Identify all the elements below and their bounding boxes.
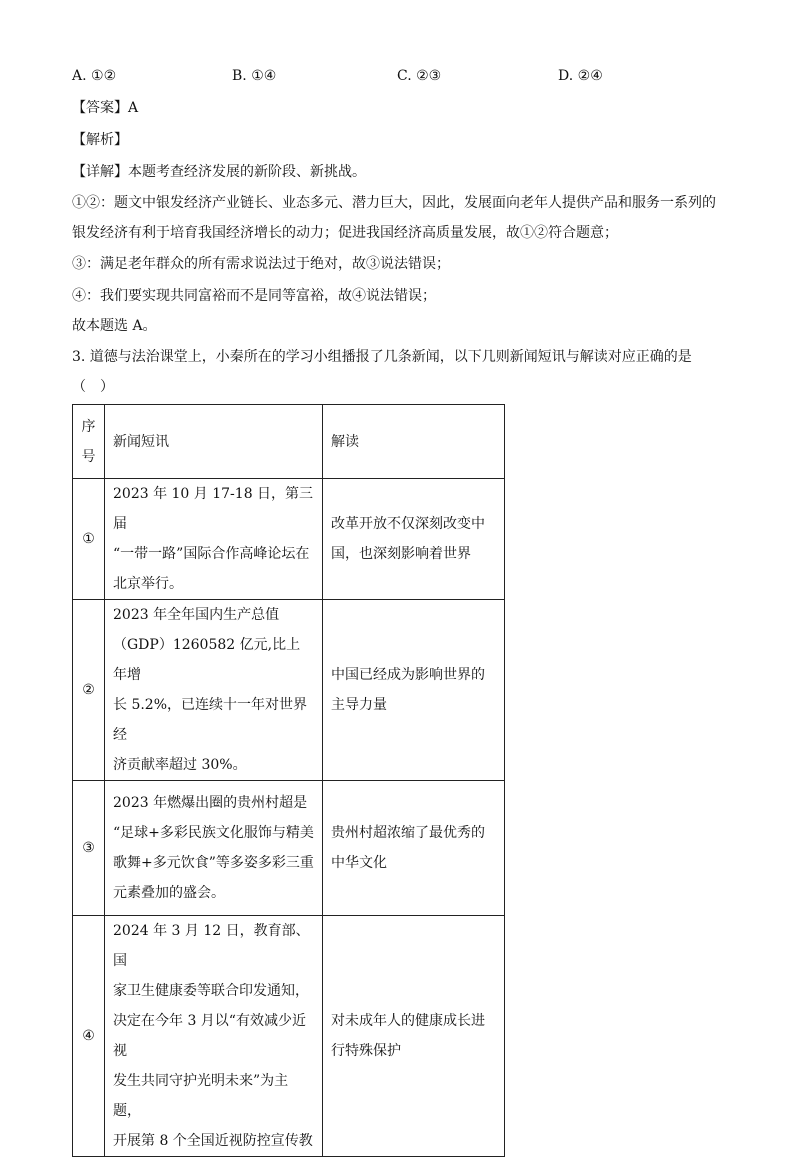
option-a[interactable] <box>72 66 116 86</box>
row-reading <box>323 781 505 916</box>
row-news <box>105 916 323 1157</box>
reading-line: 改革开放不仅深刻改变中 <box>331 516 485 532</box>
option-d[interactable] <box>558 66 603 86</box>
table-header-row <box>73 405 505 479</box>
analysis-label: 【解析】 <box>72 132 128 148</box>
row-seq: ② <box>73 600 105 781</box>
row-seq: ④ <box>73 916 105 1157</box>
header-seq-line-2: 号 <box>81 448 96 465</box>
row-news <box>105 781 323 916</box>
row-reading <box>323 479 505 600</box>
row-news <box>105 479 323 600</box>
news-line: 开展第 8 个全国近视防控宣传教 <box>113 1133 313 1149</box>
reading-line: 国，也深刻影响着世界 <box>331 546 471 562</box>
row-news <box>105 600 323 781</box>
answer-options <box>72 66 712 86</box>
news-line: 北京举行。 <box>113 576 183 592</box>
option-a-letter: A. <box>72 68 87 84</box>
news-line: 决定在今年 3 月以“有效减少近视 <box>113 1013 306 1059</box>
answer-line <box>72 98 138 118</box>
row-seq: ① <box>73 479 105 600</box>
option-b[interactable] <box>232 66 276 86</box>
option-d-letter: D. <box>558 68 574 84</box>
news-line: 元素叠加的盛会。 <box>113 885 225 901</box>
detail-line-1: ①②：题文中银发经济产业链长、业态多元、潜力巨大，因此，发展面向老年人提供产品和服务一系列的 <box>72 195 716 211</box>
row-reading <box>323 916 505 1157</box>
table-row <box>73 781 505 916</box>
news-line: 歌舞+多元饮食”等多姿多彩三重 <box>113 855 314 871</box>
reading-line: 贵州村超浓缩了最优秀的 <box>331 825 485 841</box>
reading-line: 对未成年人的健康成长进 <box>331 1013 485 1029</box>
news-line: 济贡献率超过 30%。 <box>113 757 247 773</box>
header-seq-line-1: 序 <box>81 418 96 435</box>
news-line: （GDP）1260582 亿元,比上年增 <box>113 637 301 683</box>
news-line: 家卫生健康委等联合印发通知， <box>113 983 309 999</box>
option-c-letter: C. <box>397 68 412 84</box>
detail-intro: 本题考查经济发展的新阶段、新挑战。 <box>128 164 366 180</box>
detail-line-3: ③：满足老年群众的所有需求说法过于绝对，故③说法错误； <box>72 256 450 272</box>
news-line: 2023 年全年国内生产总值 <box>113 607 280 623</box>
news-line: 2024 年 3 月 12 日，教育部、国 <box>113 923 310 969</box>
header-seq <box>73 405 105 479</box>
option-b-value: ①④ <box>251 68 277 84</box>
reading-line: 主导力量 <box>331 697 387 713</box>
news-line: “足球+多彩民族文化服饰与精美 <box>113 825 314 841</box>
table-row <box>73 600 505 781</box>
answer-value: A <box>128 100 139 116</box>
answer-label: 【答案】 <box>72 100 128 116</box>
detail-line-4: ④：我们要实现共同富裕而不是同等富裕，故④说法错误； <box>72 288 436 304</box>
option-c-value: ②③ <box>416 68 442 84</box>
header-news: 新闻短讯 <box>105 405 323 479</box>
news-line: 长 5.2%，已连续十一年对世界经 <box>113 697 308 743</box>
reading-line: 中国已经成为影响世界的 <box>331 667 485 683</box>
option-c[interactable] <box>397 66 441 86</box>
news-line: 2023 年燃爆出圈的贵州村超是 <box>113 795 308 811</box>
reading-line: 行特殊保护 <box>331 1043 401 1059</box>
row-seq: ③ <box>73 781 105 916</box>
option-d-value: ②④ <box>577 68 603 84</box>
news-table <box>72 404 505 1157</box>
row-reading <box>323 600 505 781</box>
news-line: “一带一路”国际合作高峰论坛在 <box>113 546 310 562</box>
option-a-value: ①② <box>91 68 117 84</box>
detail-line-2: 银发经济有利于培育我国经济增长的动力；促进我国经济高质量发展，故①②符合题意； <box>72 225 618 241</box>
detail-conclusion: 故本题选 A。 <box>72 318 157 334</box>
option-b-letter: B. <box>232 68 247 84</box>
table-row <box>73 479 505 600</box>
question-3-stem: 3. 道德与法治课堂上，小秦所在的学习小组播报了几条新闻，以下几则新闻短讯与解读对应正确的是 <box>72 349 692 365</box>
news-line: 2023 年 10 月 17-18 日，第三届 <box>113 486 314 532</box>
detail-intro-line <box>72 162 366 182</box>
news-line: 发生共同守护光明未来”为主题， <box>113 1073 289 1119</box>
question-3-bracket: （ ） <box>72 379 114 395</box>
table-row <box>73 916 505 1157</box>
reading-line: 中华文化 <box>331 855 387 871</box>
detail-label: 【详解】 <box>72 164 128 180</box>
header-reading: 解读 <box>323 405 505 479</box>
